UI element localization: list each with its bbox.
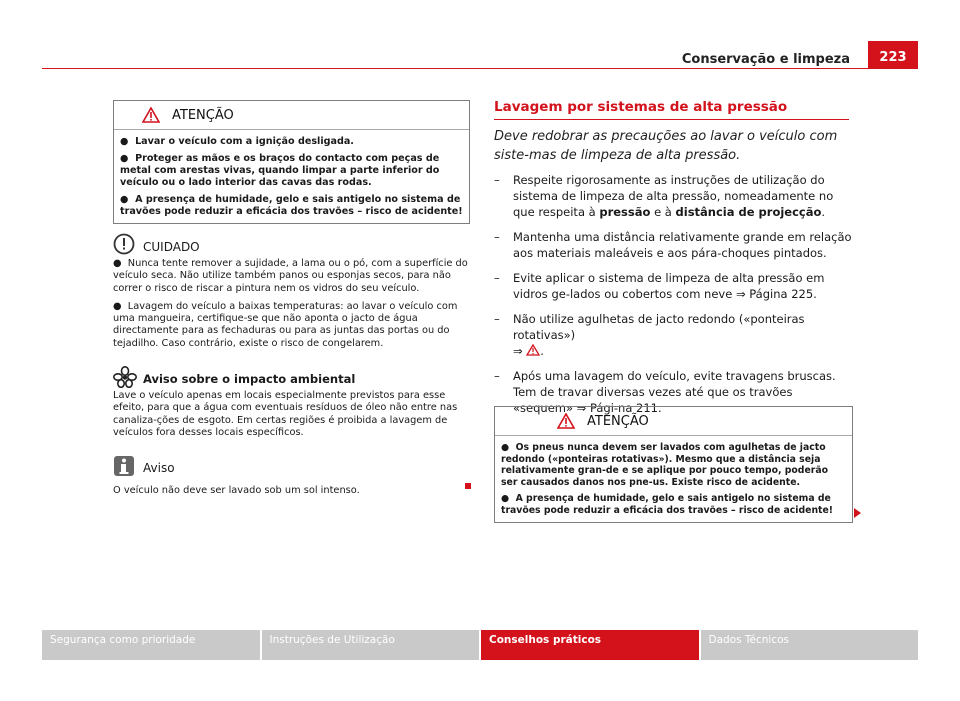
caution-item: ● Nunca tente remover a sujidade, a lama ou o pó, com a superfície do veículo seca. Não utilize também panos ou esponjas secos, para não correr o risco de riscar a pintura nem os vidros do seu veículo. (113, 258, 468, 294)
environment-section (113, 366, 468, 445)
warning-item: ● Os pneus nunca devem ser lavados com agulhetas de jacto redondo («ponteiras rotativas»). Mesmo que a distância seja relativamente gran-de e se aplique por pouco tempo, poderão ser causados danos nos pne-us. Existe risco de acidente. (501, 442, 828, 488)
section-title: Lavagem por sistemas de alta pressão (494, 99, 788, 115)
section-end-marker (465, 483, 471, 489)
warning-triangle-icon (142, 107, 160, 127)
environment-title: Aviso sobre o impacto ambiental (143, 372, 356, 386)
warning-box-2 (494, 406, 853, 523)
warning-header (114, 101, 469, 130)
continue-arrow-icon (854, 508, 861, 518)
warning-title: ATENÇÃO (587, 414, 649, 429)
note-title: Aviso (143, 461, 175, 475)
warning-item: ● A presença de humidade, gelo e sais antigelo no sistema de travões pode reduzir a eficácia dos travões – risco de acidente! (501, 493, 834, 516)
caution-icon (113, 233, 135, 259)
environment-text: Lave o veículo apenas em locais especialmente previstos para esse efeito, para que a água com eventuais resíduos de óleo não entre nas canaliza-ções de esgoto. Em certas regiões é proibida a lavagem de veículos fora desses locais específicos. (113, 390, 458, 438)
footer-tab-technical-data[interactable]: Dados Técnicos (701, 630, 919, 660)
list-item: – Não utilize agulhetas de jacto redondo («ponteiras rotativas») ⇒ . (494, 312, 805, 358)
list-item: – Mantenha uma distância relativamente grande em relação aos materiais maleáveis e aos pára-choques pintados. (494, 230, 852, 260)
note-text: O veículo não deve ser lavado sob um sol intenso. (113, 485, 360, 496)
list-item: – Respeite rigorosamente as instruções de utilização do sistema de limpeza de alta pressão, nomeadamente no que respeita à pressão e à distância de projecção. (494, 173, 834, 219)
page-title: Conservação e limpeza (681, 52, 850, 67)
warning-item: ● Proteger as mãos e os braços do contacto com peças de metal com arestas vivas, quando limpar a parte inferior do veículo ou o lado interior das cavas das rodas. (120, 153, 440, 188)
section-intro: Deve redobrar as precauções ao lavar o veículo com siste-mas de limpeza de alta pressão. (494, 129, 838, 163)
warning-box (113, 100, 470, 224)
instruction-list (494, 172, 852, 425)
caution-item: ● Lavagem do veículo a baixas temperaturas: ao lavar o veículo com uma mangueira, certifique-se que não aponta o jacto de água directamente para as fechaduras ou para as juntas das portas ou do tejadilho. Caso contrário, existe o risco de congelarem. (113, 300, 458, 349)
warning-title: ATENÇÃO (172, 108, 234, 123)
warning-triangle-icon (557, 413, 575, 433)
list-item: – Evite aplicar o sistema de limpeza de alta pressão em vidros ge-lados ou cobertos com neve ⇒ Página 225. (494, 271, 825, 301)
warning-ref-icon[interactable] (526, 344, 540, 358)
flower-icon (113, 366, 137, 392)
warning-item: ● A presença de humidade, gelo e sais antigelo no sistema de travões pode reduzir a eficácia dos travões – risco de acidente! (120, 194, 463, 217)
footer-nav (42, 630, 918, 660)
footer-tab-instructions[interactable]: Instruções de Utilização (262, 630, 480, 660)
page-number: 223 (868, 41, 918, 68)
section-title-rule (494, 119, 849, 120)
info-icon (113, 455, 135, 481)
footer-tab-safety[interactable]: Segurança como prioridade (42, 630, 260, 660)
list-item: – Após uma lavagem do veículo, evite travagens bruscas. Tem de travar diversas vezes até que os travões «sequem» ⇒ Pági-na 211. (494, 369, 836, 415)
footer-tab-practical-tips[interactable]: Conselhos práticos (481, 630, 699, 660)
warning-header (495, 407, 852, 436)
caution-title: CUIDADO (143, 240, 200, 254)
note-section (113, 455, 468, 503)
warning-item: ● Lavar o veículo com a ignição desligada. (120, 136, 354, 147)
header-rule (42, 68, 918, 69)
caution-section (113, 233, 468, 356)
